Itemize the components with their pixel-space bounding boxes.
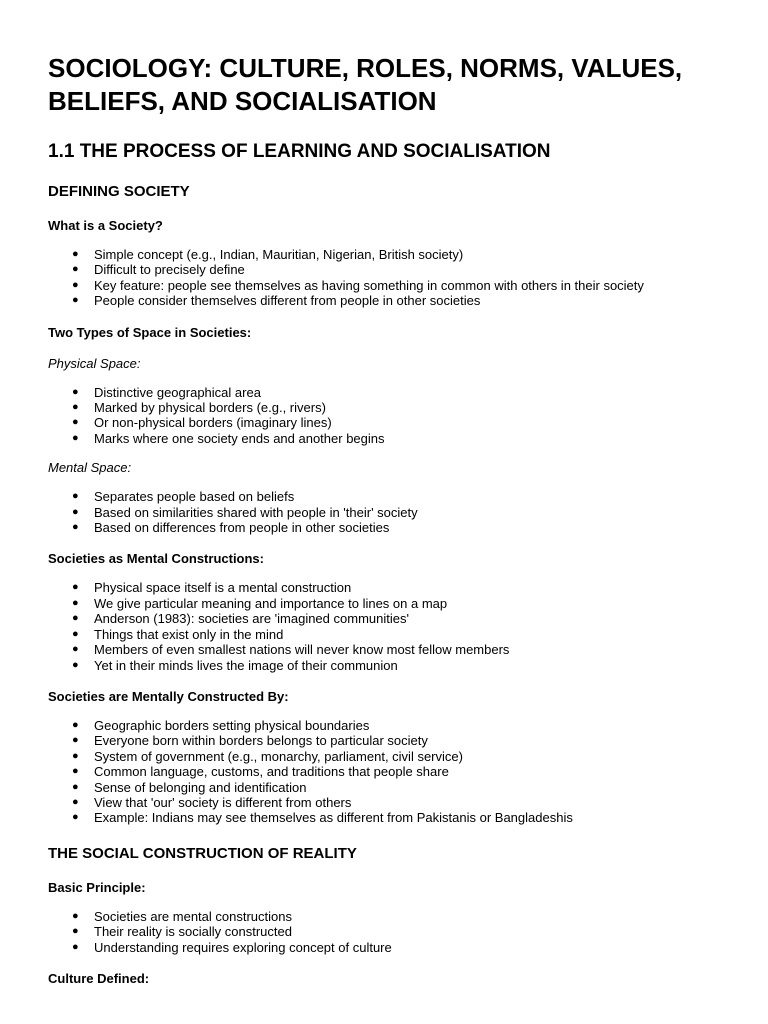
list-item: ● Physical space itself is a mental construction xyxy=(72,580,352,596)
label-constructed-by: Societies are Mentally Constructed By: xyxy=(48,688,289,704)
bullet-icon: ● xyxy=(72,795,79,808)
list-item: ● Based on differences from people in other societies xyxy=(72,520,390,536)
bullet-icon: ● xyxy=(72,278,79,291)
list-item: ● Members of even smallest nations will never know most fellow members xyxy=(72,642,510,658)
list-item: ● Geographic borders setting physical boundaries xyxy=(72,717,370,733)
list-item: ● Their reality is socially constructed xyxy=(72,924,292,940)
list-item: ● Key feature: people see themselves as having something in common with others in their society xyxy=(72,277,644,293)
list-item: ● Marks where one society ends and another begins xyxy=(72,430,385,446)
bullet-icon: ● xyxy=(72,596,79,609)
subheading-social-construction: THE SOCIAL CONSTRUCTION OF REALITY xyxy=(48,844,357,862)
list-item: ● Understanding requires exploring concept of culture xyxy=(72,939,392,955)
list-item: ● Marked by physical borders (e.g., rivers) xyxy=(72,400,326,416)
list-item: ● Separates people based on beliefs xyxy=(72,489,295,505)
bullet-icon: ● xyxy=(72,811,79,824)
list-item: ● Societies are mental constructions xyxy=(72,908,292,924)
bullet-icon: ● xyxy=(72,749,79,762)
list-item: ● Example: Indians may see themselves as different from Pakistanis or Bangladeshis xyxy=(72,810,573,826)
bullet-icon: ● xyxy=(72,294,79,307)
bullet-icon: ● xyxy=(72,248,79,260)
list-item: ● Everyone born within borders belongs to particular society xyxy=(72,733,428,749)
label-what-is-society: What is a Society? xyxy=(48,218,163,233)
bullet-icon: ● xyxy=(72,612,79,625)
label-culture-defined: Culture Defined: xyxy=(48,970,150,986)
bullet-icon: ● xyxy=(72,263,79,276)
bullet-icon: ● xyxy=(72,385,79,398)
list-basic-principle xyxy=(48,909,738,955)
bullet-icon: ● xyxy=(72,734,79,747)
bullet-icon: ● xyxy=(72,940,79,953)
bullet-icon: ● xyxy=(72,925,79,938)
list-item: ● People consider themselves different from people in other societies xyxy=(72,293,481,309)
list-item: ● Common language, customs, and traditions that people share xyxy=(72,764,449,780)
list-item: ● Distinctive geographical area xyxy=(72,384,261,400)
bullet-icon: ● xyxy=(72,780,79,793)
list-item: ● System of government (e.g., monarchy, parliament, civil service) xyxy=(72,748,463,764)
label-two-types-space: Two Types of Space in Societies: xyxy=(48,324,252,340)
bullet-icon: ● xyxy=(72,431,79,444)
list-physical-space xyxy=(48,385,738,447)
list-item: ● Things that exist only in the mind xyxy=(72,626,284,642)
list-item: ● Based on similarities shared with people in 'their' society xyxy=(72,504,418,520)
list-mental-constructions xyxy=(48,580,738,672)
list-item: ● Or non-physical borders (imaginary lines) xyxy=(72,415,332,431)
label-physical-space: Physical Space: xyxy=(48,355,141,371)
bullet-icon: ● xyxy=(72,765,79,778)
section-heading-learning-socialisation: 1.1 THE PROCESS OF LEARNING AND SOCIALISATION xyxy=(48,141,551,162)
label-mental-constructions: Societies as Mental Constructions: xyxy=(48,551,264,567)
document-page xyxy=(48,52,738,988)
list-what-is-society xyxy=(48,247,738,309)
label-basic-principle: Basic Principle: xyxy=(48,879,146,895)
list-mental-space xyxy=(48,489,738,535)
list-item: ● Difficult to precisely define xyxy=(72,262,245,278)
bullet-icon: ● xyxy=(72,581,79,594)
bullet-icon: ● xyxy=(72,718,79,731)
list-item: ● Yet in their minds lives the image of their communion xyxy=(72,657,398,673)
bullet-icon: ● xyxy=(72,521,79,534)
bullet-icon: ● xyxy=(72,627,79,640)
list-constructed-by xyxy=(48,718,738,826)
list-item: ● We give particular meaning and importance to lines on a map xyxy=(72,595,448,611)
document-title: SOCIOLOGY: CULTURE, ROLES, NORMS, VALUES, BELIEFS, AND SOCIALISATION xyxy=(48,53,683,116)
label-mental-space: Mental Space: xyxy=(48,460,132,476)
bullet-icon: ● xyxy=(72,490,79,503)
bullet-icon: ● xyxy=(72,643,79,656)
bullet-icon: ● xyxy=(72,401,79,414)
bullet-icon: ● xyxy=(72,416,79,429)
list-item: ● Simple concept (e.g., Indian, Mauritian, Nigerian, British society) xyxy=(72,247,464,262)
list-item: ● View that 'our' society is different from others xyxy=(72,794,352,810)
list-item: ● Sense of belonging and identification xyxy=(72,779,307,795)
list-item: ● Anderson (1983): societies are 'imagined communities' xyxy=(72,611,409,627)
subheading-defining-society: DEFINING SOCIETY xyxy=(48,183,190,200)
bullet-icon: ● xyxy=(72,658,79,671)
bullet-icon: ● xyxy=(72,909,79,922)
bullet-icon: ● xyxy=(72,505,79,518)
